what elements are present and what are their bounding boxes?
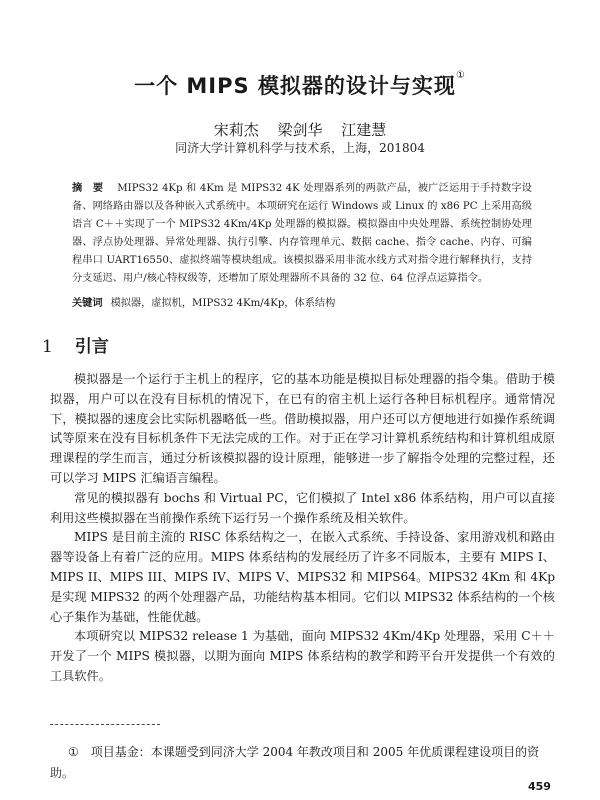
title-footnote-mark: ①: [455, 70, 466, 81]
keywords: [72, 295, 532, 313]
page-number: 459: [528, 780, 551, 793]
affiliation: 同济大学计算机科学与技术系，上海，201804: [175, 141, 425, 155]
section-title: 引言: [74, 337, 109, 357]
body-text: [50, 370, 555, 687]
authors: 宋莉杰 梁剑华 江建慧: [213, 121, 387, 139]
paragraph: 常见的模拟器有 bochs 和 Virtual PC，它们模拟了 Intel x86 体系结构，用户可以直接利用这些模拟器在当前操作系统下运行另一个操作系统及相关软件。: [50, 490, 555, 525]
footnote: [50, 742, 555, 784]
paper-title: [0, 70, 600, 100]
abstract-text: MIPS32 4Kp 和 4Km 是 MIPS32 4K 处理器系列的两款产品，被广泛运用于手持数字设备、网络路由器以及各种嵌入式系统中。本项研究在运行 Windows 或 Linux 的 x86 PC 上采用高级语言 C＋＋实现了一个 MIPS32 4Km/4Kp 处理器的模拟器。模拟器由中央处理器、系统控制协处理器、浮点协处理器、异常处理器、执行引擎、内存管理单元、数据 cache、指令 cache、内存、可编程串口 UART16550、虚拟终端等模块组成。该模拟器采用非流水线方式对指令进行解释执行，支持分支延迟、用户/核心特权级等，还增加了原处理器所不具备的 32 位、64 位浮点运算指令。: [72, 183, 532, 284]
footnote-mark: ①: [68, 745, 79, 759]
abstract-label: 摘 要: [72, 183, 104, 194]
footnote-text: 项目基金：本课题受到同济大学 2004 年教改项目和 2005 年优质课程建设项目的资助。: [50, 745, 540, 780]
keywords-text: 模拟器，虚拟机，MIPS32 4Km/4Kp，体系结构: [110, 298, 336, 309]
footnote-divider: [50, 724, 160, 725]
paragraph: 模拟器是一个运行于主机上的程序，它的基本功能是模拟目标处理器的指令集。借助于模拟器，用户可以在没有目标机的情况下，在已有的宿主机上运行各种目标机程序。通常情况下，模拟器的速度会比实际机器略低一些。借助模拟器，用户还可以方便地进行如操作系统调试等原来在没有目标机条件下无法完成的工作。对于正在学习计算机系统结构和计算机组成原理课程的学生而言，通过分析该模拟器的设计原理，能够进一步了解指令处理的完整过程，还可以学习 MIPS 汇编语言编程。: [50, 372, 555, 485]
title-text: 一个 MIPS 模拟器的设计与实现: [134, 74, 456, 98]
section-heading: [42, 332, 109, 357]
paragraph: MIPS 是目前主流的 RISC 体系结构之一，在嵌入式系统、手持设备、家用游戏机和路由器等设备上有着广泛的应用。MIPS 体系结构的发展经历了许多不同版本，主要有 MIPS I、MIPS II、MIPS III、MIPS IV、MIPS V、MIPS32 和 MIPS64。MIPS32 4Km 和 4Kp 是实现 MIPS32 的两个处理器产品，功能结构基本相同。它们以 MIPS32 体系结构的一个核心子集作为基础，性能优越。: [50, 530, 555, 624]
abstract: [72, 180, 532, 288]
paragraph: 本项研究以 MIPS32 release 1 为基础，面向 MIPS32 4Km/4Kp 处理器，采用 C＋＋开发了一个 MIPS 模拟器，以期为面向 MIPS 体系结构的教学和跨平台开发提供一个有效的工具软件。: [50, 629, 555, 683]
section-number: 1: [42, 337, 53, 357]
keywords-label: 关键词: [72, 298, 103, 309]
